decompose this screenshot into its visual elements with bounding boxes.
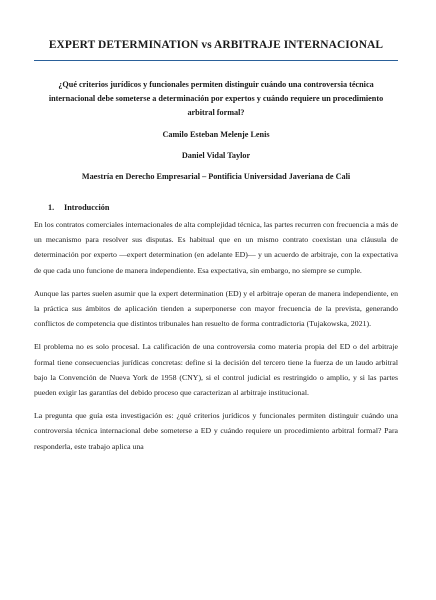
document-title: EXPERT DETERMINATION vs ARBITRAJE INTERNACIONAL	[48, 39, 384, 51]
section-number: 1.	[48, 203, 55, 212]
affiliation: Maestría en Derecho Empresarial – Pontificia Universidad Javeriana de Cali	[81, 172, 351, 181]
body-paragraph: En los contratos comerciales internacionales de alta complejidad técnica, las partes recurren con frecuencia a más de un mecanismo para resolver sus disputas. Es habitual que en un mismo contrato coexistan una cláusula de determinación por experto —expert determination (en adelante ED)— y un acuerdo de arbitraje, con la expectativa de que cada uno funcione de manera independiente. Esa expectativa, sin embargo, no siempre se cumple.	[34, 220, 398, 275]
author-name: Camilo Esteban Melenje Lenis	[162, 130, 270, 139]
body-paragraph: Aunque las partes suelen asumir que la expert determination (ED) y el arbitraje operan de manera independiente, en la práctica sus ámbitos de aplicación tienden a superponerse con mayor frecuencia de la prevista, generando conflictos de competencia que distintos tribunales han resuelto de forma contradictoria (Tujakowska, 2021).	[34, 288, 398, 329]
title-divider	[34, 60, 398, 61]
body-paragraph: El problema no es solo procesal. La calificación de una controversia como materia propia del ED o del arbitraje formal tiene consecuencias jurídicas concretas: define si la decisión del tercero tiene la fuerza de un laudo arbitral bajo la Convención de Nueva York de 1958 (CNY), si el control judicial es restringido o amplio, y si las partes pueden exigir las garantías del debido proceso que caracterizan al arbitraje institucional.	[34, 342, 398, 398]
document-page	[0, 39, 436, 600]
author-name: Daniel Vidal Taylor	[181, 151, 251, 160]
section-title: Introducción	[64, 203, 110, 212]
research-question: ¿Qué criterios jurídicos y funcionales permiten distinguir cuándo una controversia técnica internacional debe someterse a determinación por expertos y cuándo requiere un procedimiento arbitral formal?	[48, 80, 384, 117]
section-heading	[48, 203, 398, 212]
body-paragraph: La pregunta que guía esta investigación es: ¿qué criterios jurídicos y funcionales permiten distinguir cuándo una controversia técnica internacional debe someterse a ED y cuándo requiere un procedimiento arbitral formal? Para responderla, este trabajo aplica una	[34, 411, 398, 451]
